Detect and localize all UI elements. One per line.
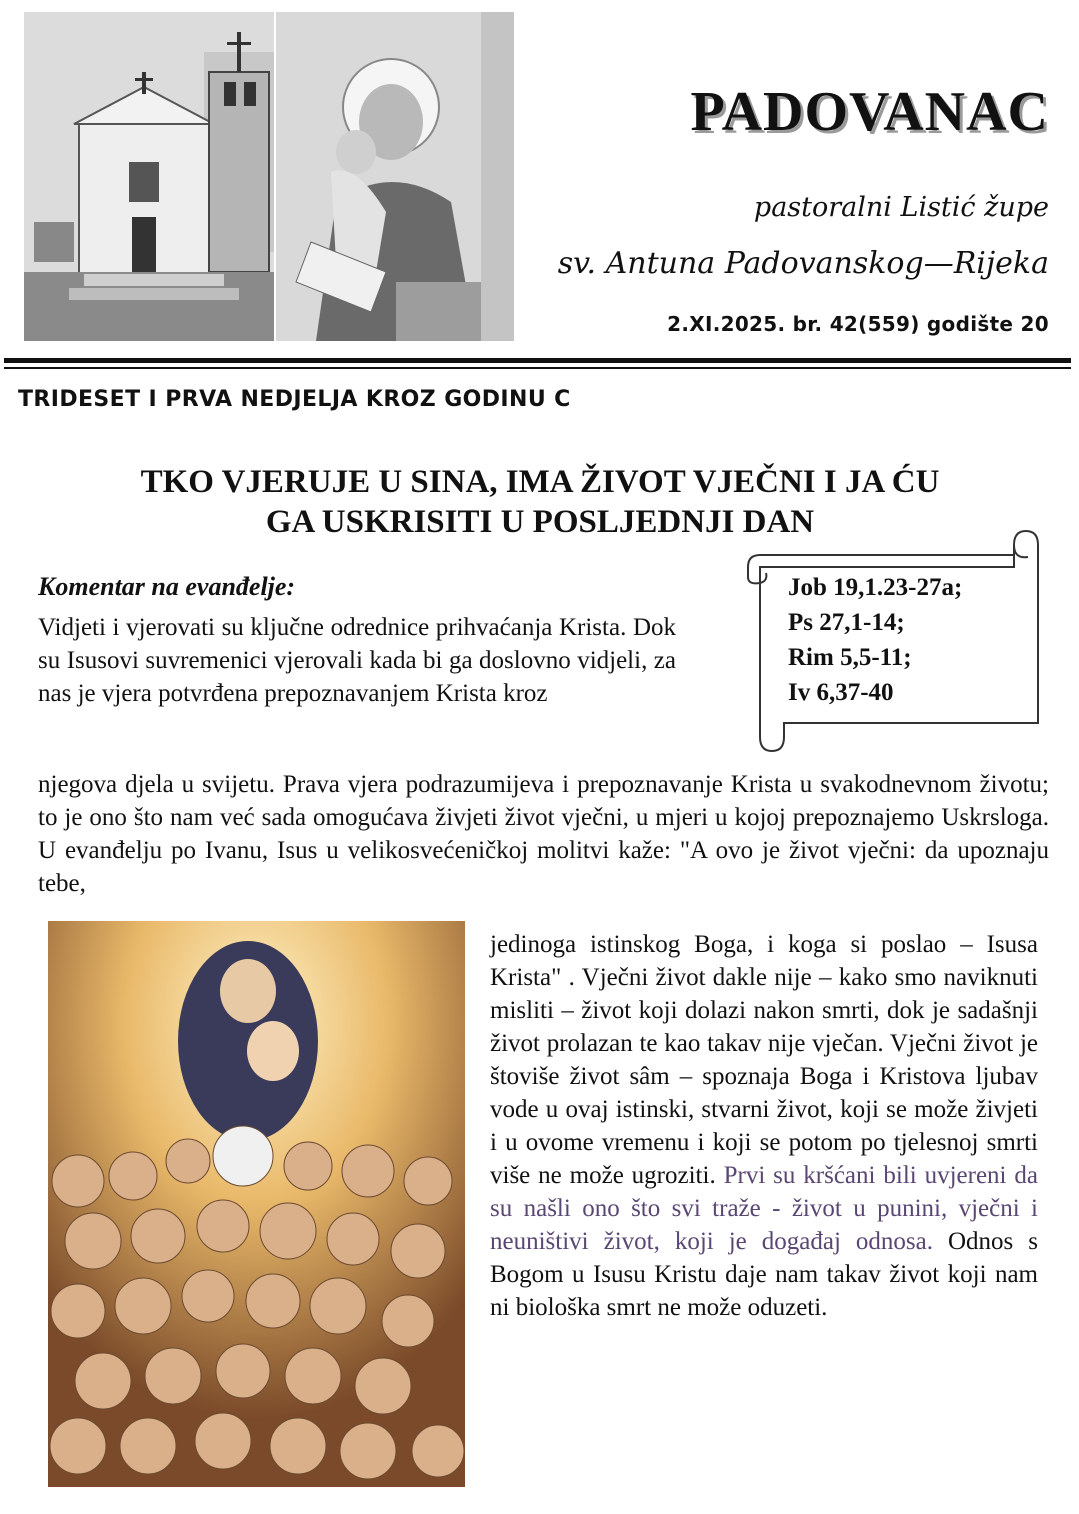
readings-list [788,570,962,710]
paragraph-3-part-a: jedinoga istinskog Boga, i koga si poslao – Isusa Krista" . Vječni život dakle nije – kako smo naviknuti misliti – život koji dolazi nakon smrti, dok je sadašnji život prolazan te kao takav nije vječan. Vječni život je štoviše život sâm – spoznaja Boga i Kristova ljubav vode u ovaj istinski, stvarni život, koji se može živjeti i u ovome vremenu i koji se potom po tjelesnoj smrti više ne može ugroziti. [490,931,1038,1189]
saint-anthony-image [276,12,514,341]
reading-item: Job 19,1.23-27a; [788,574,963,601]
church-photo [24,12,274,341]
issue-info: 2.XI.2025. br. 42(559) godište 20 [667,312,1049,336]
headline-line1: TKO VJERUJE U SINA, IMA ŽIVOT VJEČNI I JA ĆU [140,464,940,500]
paragraph-3 [490,928,1038,1324]
masthead-title: PADOVANAC [690,81,1049,143]
reading-item: Ps 27,1-14; [788,609,905,636]
reading-item: Iv 6,37-40 [788,679,894,706]
paragraph-3-part-b: Prvi su kršćani bili uvjereni da su našli ono što svi traže - život u punini, vječni i neuništivi život, koji je događaj odnosa. [490,1162,1038,1255]
saints-collage-image [48,921,465,1487]
paragraph-1: Vidjeti i vjerovati su ključne odrednice prihvaćanja Krista. Dok su Isusovi suvremenici vjerovali kada bi ga doslovno vidjeli, za nas je vjera potvrđena prepoznavanjem Krista kroz [38,614,676,707]
reading-item: Rim 5,5-11; [788,644,912,671]
paragraph-2: njegova djela u svijetu. Prava vjera podrazumijeva i prepoznavanje Krista u svakodnevnom životu; to je ono što nam već sada omogućava živjeti život vječni, u mjeri u kojoj prepoznajemo Uskrsloga. U evanđelju po Ivanu, Isus u velikosvećeničkoj molitvi kaže: "A ovo je život vječni: da upoznaju tebe, [38,771,1049,897]
header-divider-thin [4,367,1071,369]
headline-line2: GA USKRISITI U POSLJEDNJI DAN [265,504,815,540]
sunday-label: TRIDESET I PRVA NEDJELJA KROZ GODINU C [18,387,571,412]
masthead-subtitle-line1: pastoralni Listić župe [753,192,1049,223]
paragraph-3-part-c: Odnos s Bogom u Isusu Kristu daje nam takav život koji nam ni biološka smrt ne može oduzeti. [490,1228,1038,1321]
header-divider [4,358,1071,363]
masthead-subtitle-line2: sv. Antuna Padovanskog—Rijeka [557,246,1049,281]
comment-title: Komentar na evanđelje: [38,572,296,601]
